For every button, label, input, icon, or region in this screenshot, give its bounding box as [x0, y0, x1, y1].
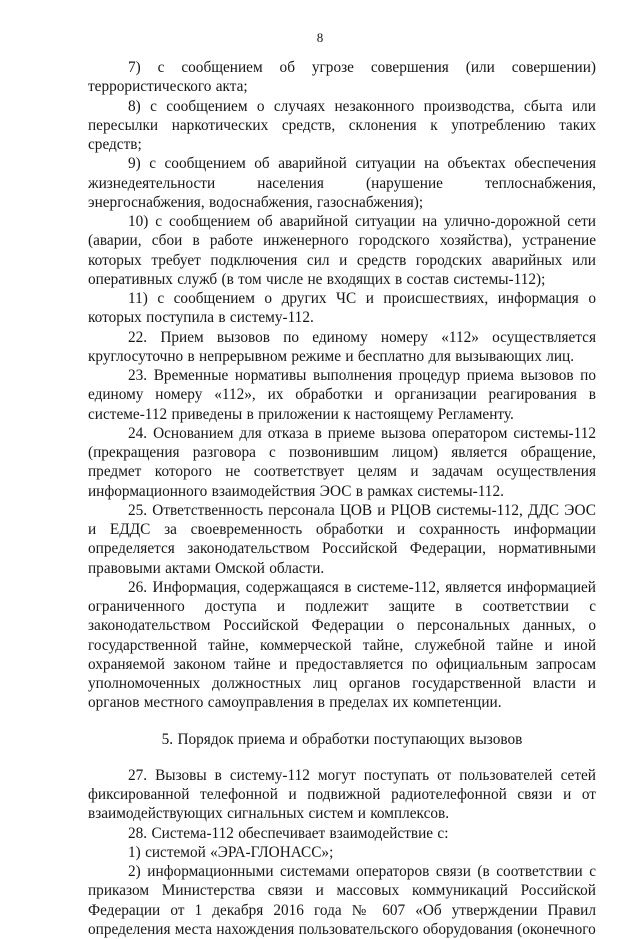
- paragraph-11: 11) с сообщением о других ЧС и происшествиях, информация о которых поступила в систему-112.: [88, 290, 596, 327]
- paragraph-9: 9) с сообщением об аварийной ситуации на объектах обеспечения жизнедеятельности населения (нарушение теплоснабжения, энергоснабжения, водоснабжения, газоснабжения);: [88, 155, 596, 211]
- clause-25: 25. Ответственность персонала ЦОВ и РЦОВ системы-112, ДДС ЭОС и ЕДДС за своевременность обработки и сохранность информации определяется законодательством Российской Федерации, нормативными правовыми актами Омской области.: [88, 501, 596, 577]
- clause-22: 22. Прием вызовов по единому номеру «112» осуществляется круглосуточно в непрерывном режиме и бесплатно для вызывающих лиц.: [88, 328, 596, 365]
- clause-23: 23. Временные нормативы выполнения процедур приема вызовов по единому номеру «112», их обработки и организации реагирования в системе-112 приведены в приложении к настоящему Регламенту.: [88, 367, 596, 423]
- clause-28-item-2: 2) информационными системами операторов связи (в соответствии с приказом Министерства связи и массовых коммуникаций Российской Федерации от 1 декабря 2016 года № 607 «Об утверждении Правил определения места нахождения пользовательского оборудования (оконечного: [88, 863, 596, 938]
- clause-28: 28. Система-112 обеспечивает взаимодействие с:: [128, 824, 449, 842]
- paragraph-7: 7) с сообщением об угрозе совершения (или совершении) террористического акта;: [88, 59, 596, 96]
- paragraph-8: 8) с сообщением о случаях незаконного производства, сбыта или пересылки наркотических средств, склонения к употреблению таких средств;: [88, 97, 596, 153]
- page-number: 8: [316, 30, 324, 45]
- clause-24: 24. Основанием для отказа в приеме вызова оператором системы-112 (прекращения разговора с позвонившим лицом) является обращение, предмет которого не соответствует целям и задачам осуществления информационного взаимодействия ЭОС в рамках системы-112.: [88, 424, 596, 500]
- section-heading: 5. Порядок приема и обработки поступающих вызовов: [161, 730, 523, 748]
- paragraph-10: 10) с сообщением об аварийной ситуации на улично-дорожной сети (аварии, сбои в работе инженерного городского хозяйства), устранение которых требует подключения сил и средств городских аварийных или оперативных служб (в том числе не входящих в состав системы-112);: [88, 213, 596, 288]
- document-body: [88, 58, 596, 939]
- clause-28-item-1: 1) системой «ЭРА-ГЛОНАСС»;: [128, 843, 334, 861]
- clause-26: 26. Информация, содержащаяся в системе-112, является информацией ограниченного доступа и подлежит защите в соответствии с законодательством Российской Федерации о персональных данных, о государственной тайне, коммерческой тайне, служебной тайне и иной охраняемой законом тайне и предоставляется по официальным запросам уполномоченных должностных лиц органов государственной власти и органов местного самоуправления в пределах их компетенции.: [88, 578, 596, 712]
- clause-27: 27. Вызовы в систему-112 могут поступать от пользователей сетей фиксированной телефонной и подвижной радиотелефонной связи и от взаимодействующих сигнальных систем и комплексов.: [88, 766, 596, 823]
